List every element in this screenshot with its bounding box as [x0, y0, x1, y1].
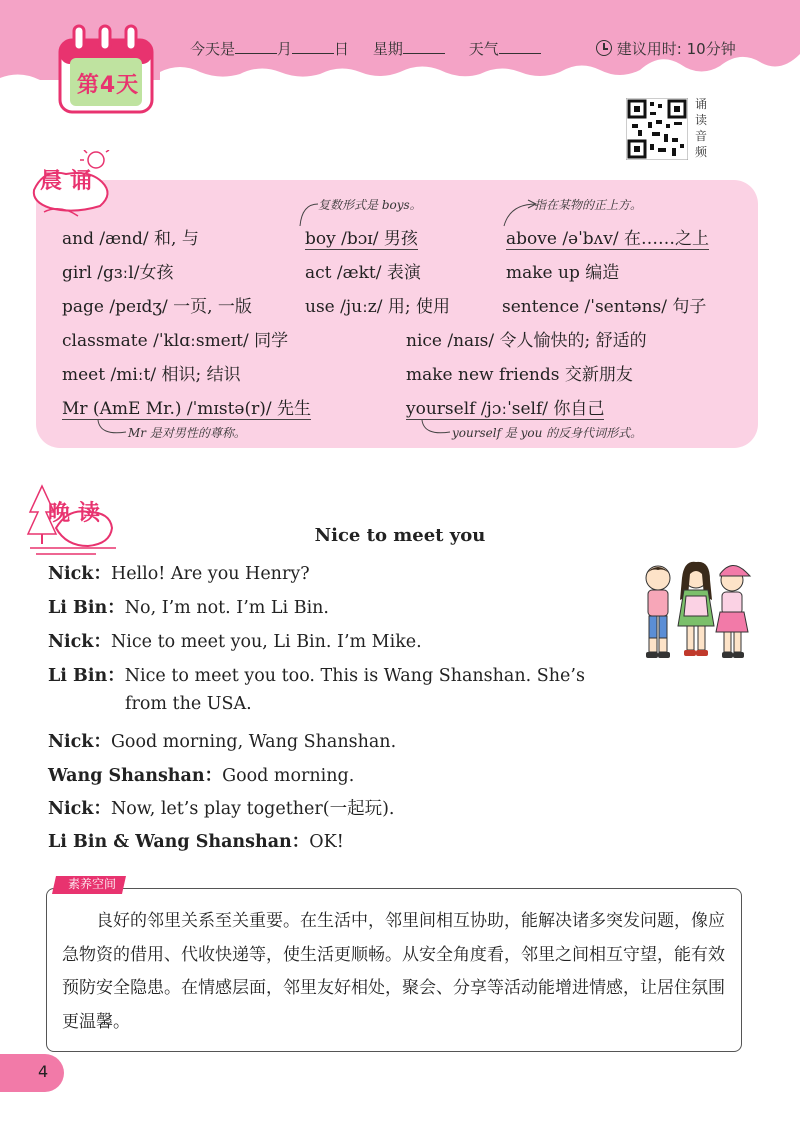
speaker: Nick — [48, 732, 94, 752]
line-text: Nice to meet you too. This is Wang Shanshan. She’s — [124, 666, 585, 686]
month-label: 月 — [277, 40, 293, 58]
dialogue-line: Li Bin & Wang Shanshan：OK! — [48, 832, 344, 852]
qr-caption: 诵读音频 — [694, 97, 707, 159]
word-page: page /peɪdʒ/ 一页, 一版 — [62, 297, 252, 317]
evening-reading-label: 晚读 — [48, 501, 109, 526]
literacy-paragraph: 良好的邻里关系至关重要。在生活中，邻里间相互协助，能解决诸多突发问题，像应急物资的借用、代收快递等，使生活更顺畅。从安全角度看，邻里之间相互守望，能有效预防安全隐患。在情感层面，邻里友好相处，聚会、分享等活动能增进情感，让居住氛围更温馨。 — [62, 911, 725, 1032]
speaker: Nick — [48, 564, 94, 584]
word-mr-text: Mr (AmE Mr.) /ˈmɪstə(r)/ 先生 — [62, 399, 311, 419]
qr-code[interactable] — [626, 98, 688, 160]
dialogue-line: Nick：Good morning, Wang Shanshan. — [48, 732, 397, 752]
word-boy — [305, 224, 418, 249]
word-sentence: sentence /ˈsentəns/ 句子 — [502, 297, 707, 317]
clock-icon — [596, 40, 612, 56]
speaker: Li Bin — [48, 666, 108, 686]
line-text: No, I’m not. I’m Li Bin. — [124, 598, 329, 618]
line-text: Good morning. — [222, 766, 355, 786]
mr-note: Mr 是对男性的尊称。 — [128, 426, 246, 440]
speaker: Li Bin — [48, 598, 108, 618]
yourself-note-arrow — [418, 418, 452, 442]
date-line — [190, 38, 541, 59]
mr-note-arrow — [94, 418, 128, 442]
word-act: act /ækt/ 表演 — [305, 263, 421, 283]
line-text: from the USA. — [125, 694, 252, 714]
dialogue-line: Nick：Now, let’s play together(一起玩). — [48, 799, 395, 819]
word-make-new-friends: make new friends 交新朋友 — [406, 365, 633, 385]
weekday-blank[interactable] — [403, 41, 445, 54]
word-girl: girl /gɜːl/女孩 — [62, 263, 174, 283]
page-number-tab — [0, 1054, 64, 1092]
line-text: Now, let’s play together(一起玩). — [110, 799, 395, 819]
word-and: and /ænd/ 和, 与 — [62, 229, 199, 249]
speaker: Li Bin & Wang Shanshan — [48, 832, 292, 852]
word-classmate: classmate /ˈklɑːsmeɪt/ 同学 — [62, 331, 289, 351]
dialogue-line: Wang Shanshan：Good morning. — [48, 766, 355, 786]
word-meet: meet /miːt/ 相识; 结识 — [62, 365, 241, 385]
line-text: Hello! Are you Henry? — [110, 564, 310, 584]
word-mr — [62, 394, 311, 419]
word-make-up: make up 编造 — [506, 263, 620, 283]
weather-blank[interactable] — [499, 41, 541, 54]
word-above — [506, 224, 709, 249]
boy-note: 复数形式是 boys。 — [318, 198, 422, 212]
story-title: Nice to meet you — [314, 525, 486, 546]
morning-recitation-label: 晨诵 — [40, 169, 101, 194]
time-suggest-text: 建议用时: 10分钟 — [616, 40, 736, 58]
day-blank[interactable] — [292, 41, 334, 54]
page-number: 4 — [38, 1062, 49, 1081]
day-label: 日 — [334, 40, 350, 58]
weekday-label: 星期 — [372, 40, 403, 58]
time-suggest — [596, 38, 736, 59]
speaker: Nick — [48, 799, 94, 819]
word-use: use /juːz/ 用; 使用 — [305, 297, 451, 317]
line-text: Nice to meet you, Li Bin. I’m Mike. — [110, 632, 422, 652]
dialogue-line: Li Bin：Nice to meet you too. This is Wang Shanshan. She’s — [48, 666, 585, 686]
children-illustration — [636, 556, 756, 664]
weather-label: 天气 — [468, 40, 499, 58]
above-note: 指在某物的正上方。 — [534, 198, 643, 212]
word-nice: nice /naɪs/ 令人愉快的; 舒适的 — [406, 331, 647, 351]
dialogue-line: Nick：Hello! Are you Henry? — [48, 564, 310, 584]
dialogue-line: Nick：Nice to meet you, Li Bin. I’m Mike. — [48, 632, 422, 652]
line-text: Good morning, Wang Shanshan. — [110, 732, 397, 752]
day-badge: 第4天 — [76, 73, 140, 98]
word-above-text: above /əˈbʌv/ 在……之上 — [506, 229, 710, 249]
word-yourself — [406, 394, 604, 419]
dialogue-line: Li Bin：No, I’m not. I’m Li Bin. — [48, 598, 329, 618]
month-blank[interactable] — [235, 41, 277, 54]
yourself-note: yourself 是 you 的反身代词形式。 — [452, 426, 643, 440]
speaker: Nick — [48, 632, 94, 652]
dialogue-line-continuation — [125, 694, 252, 714]
date-prefix: 今天是 — [190, 40, 236, 58]
literacy-tag: 素养空间 — [67, 877, 116, 891]
word-boy-text: boy /bɔɪ/ 男孩 — [305, 229, 418, 249]
speaker: Wang Shanshan — [48, 766, 205, 786]
word-yourself-text: yourself /jɔːˈself/ 你自己 — [406, 399, 605, 419]
line-text: OK! — [309, 832, 344, 852]
